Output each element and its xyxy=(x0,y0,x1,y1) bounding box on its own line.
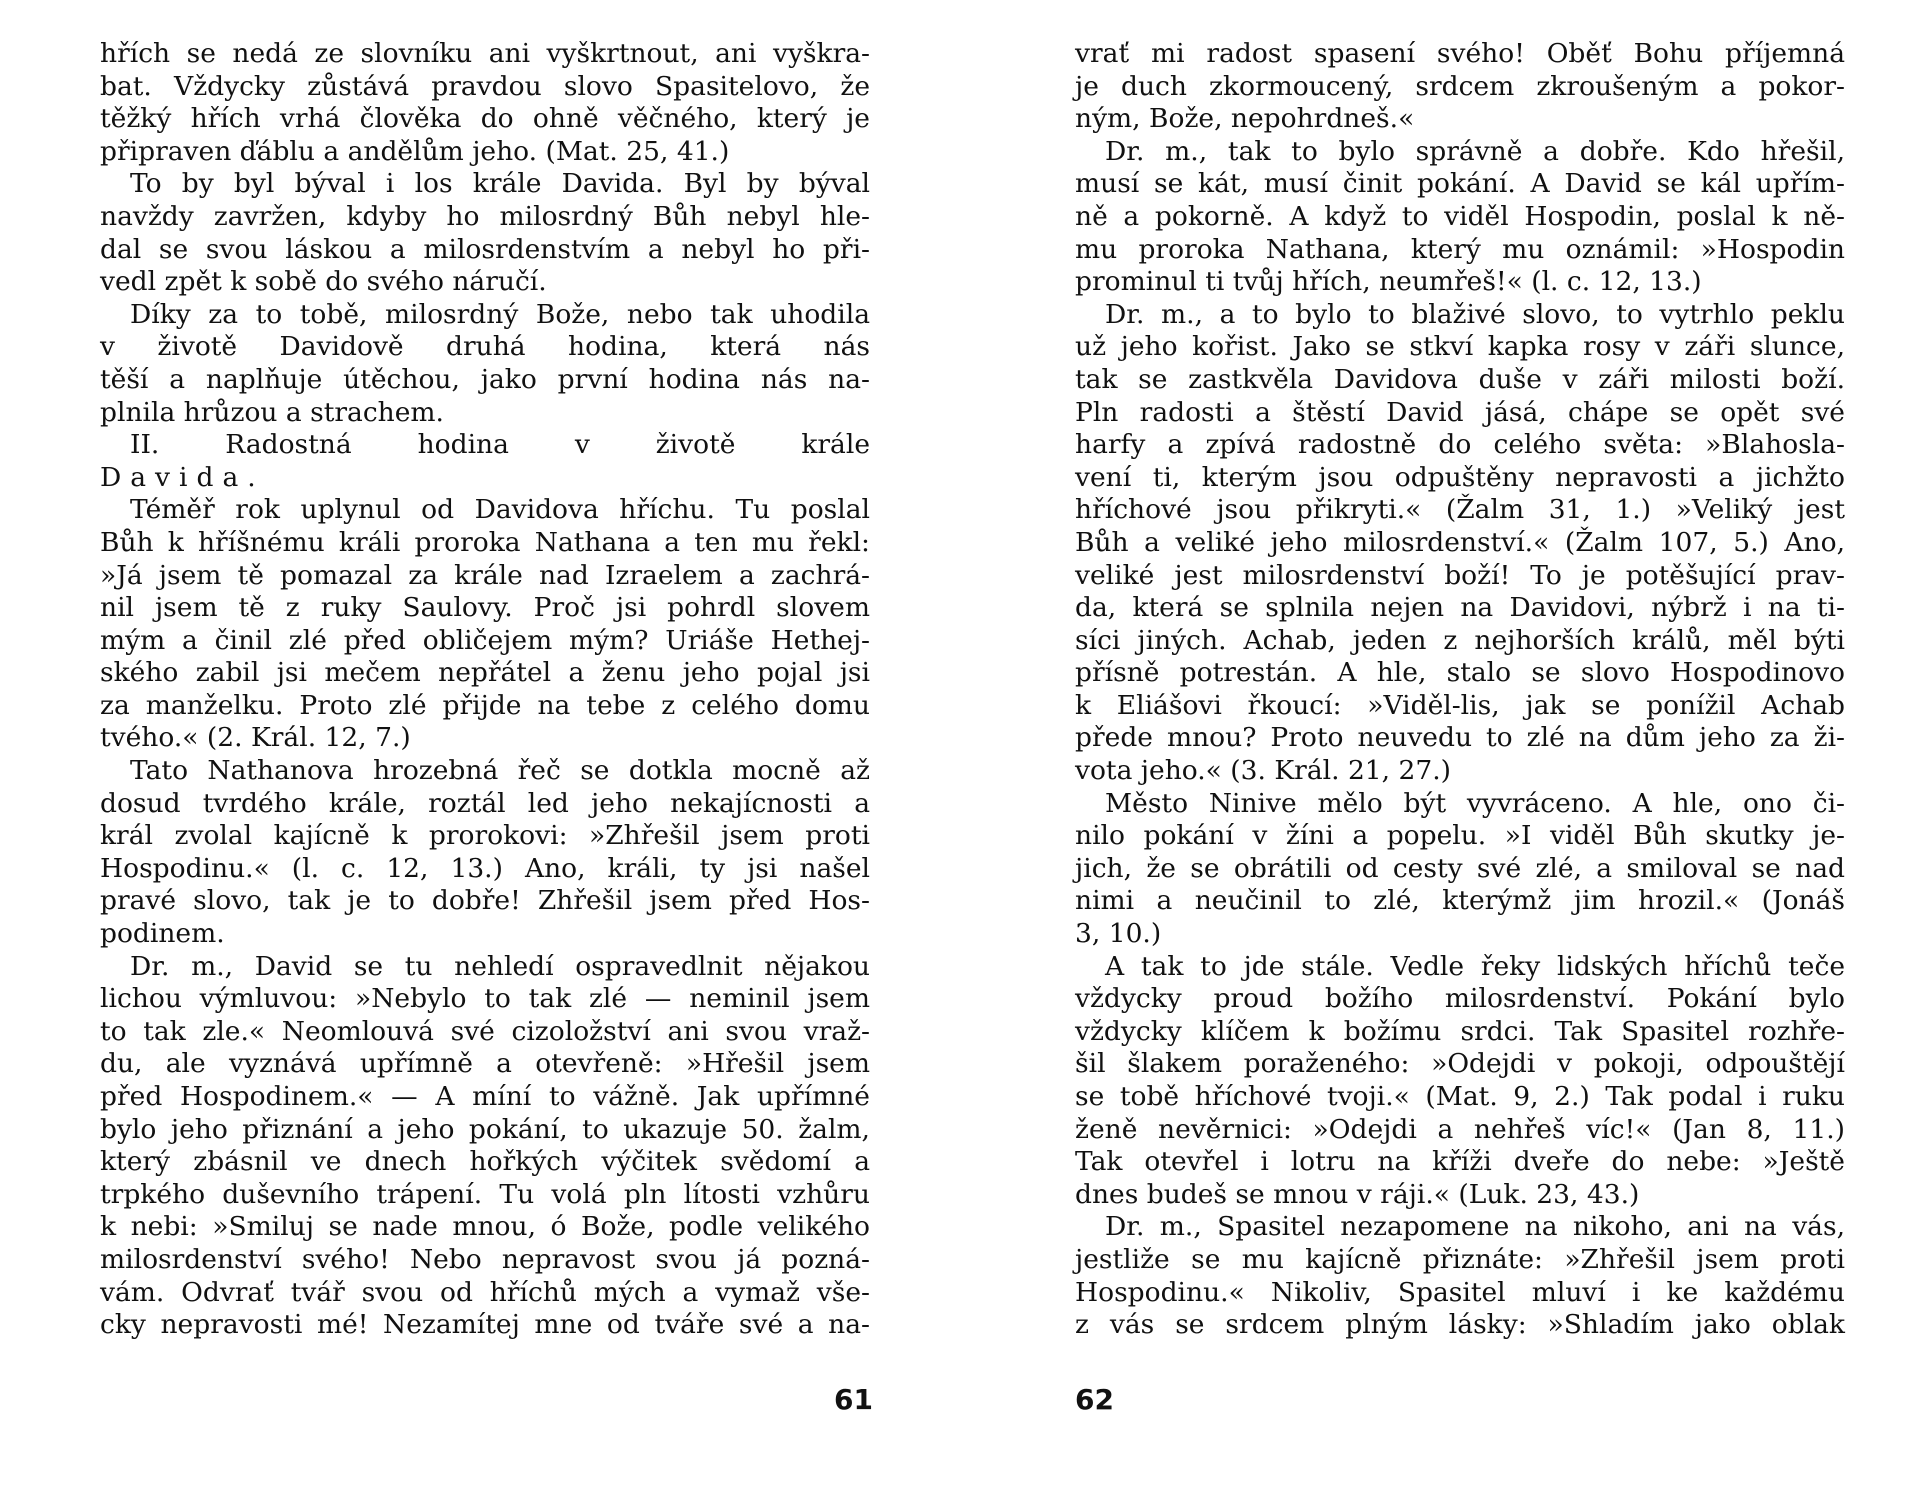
text-line: Dr. m., Spasitel nezapomene na nikoho, ani na vás, xyxy=(1105,1211,1845,1243)
text-line: nil jsem tě z ruky Saulovy. Proč jsi pohrdl slovem xyxy=(100,592,870,624)
text-line: vždycky proud božího milosrdenství. Pokání bylo xyxy=(1075,983,1845,1015)
text-line: před Hospodinem.« — A míní to vážně. Jak upřímné xyxy=(100,1081,870,1112)
right-page-text xyxy=(1075,38,1845,1342)
text-line: dnes budeš se mnou v ráji.« (Luk. 23, 43.) xyxy=(1075,1178,1640,1210)
text-line: pravé slovo, tak je to dobře! Zhřešil jsem před Hos- xyxy=(100,885,870,917)
text-line: cky nepravosti mé! Nezamítej mne od tváře své a na- xyxy=(100,1309,870,1341)
text-line: je duch zkormoucený, srdcem zkroušeným a pokor- xyxy=(1075,70,1845,102)
left-page-text xyxy=(100,38,870,1342)
text-line: to tak zle.« Neomlouvá své cizoložství ani svou vraž- xyxy=(100,1015,870,1047)
text-line: hříchové jsou přikryti.« (Žalm 31, 1.) »Veliký jest xyxy=(1075,494,1845,526)
text-line: za manželku. Proto zlé přijde na tebe z celého domu xyxy=(100,689,870,721)
text-line: musí se kát, musí činit pokání. A David se kál upřím- xyxy=(1075,168,1845,200)
text-line: podinem. xyxy=(100,918,225,950)
text-line: trpkého duševního trápení. Tu volá pln lítosti vzhůru xyxy=(100,1178,870,1210)
text-line: Město Ninive mělo být vyvráceno. A hle, ono či- xyxy=(1105,787,1845,819)
page-number: 62 xyxy=(1075,1383,1114,1416)
text-line: Díky za to tobě, milosrdný Bože, nebo tak uhodila xyxy=(130,298,870,330)
page-number: 61 xyxy=(834,1383,873,1416)
text-line: prominul ti tvůj hřích, neumřeš!« (l. c. 12, 13.) xyxy=(1075,266,1702,298)
text-line: mu proroka Nathana, který mu oznámil: »Hospodin xyxy=(1075,233,1845,265)
text-line: jestliže se mu kajícně přiznáte: »Zhřešil jsem proti xyxy=(1075,1243,1845,1275)
text-line: v životě Davidově druhá hodina, která nás xyxy=(100,331,870,363)
text-line: k Eliášovi řkoucí: »Viděl-lis, jak se ponížil Achab xyxy=(1075,689,1845,721)
section-heading: II. Radostná hodina v životě krále xyxy=(130,429,870,461)
text-line: lichou výmluvou: »Nebylo to tak zlé — neminil jsem xyxy=(100,983,870,1015)
text-line: Tato Nathanova hrozebná řeč se dotkla mocně až xyxy=(130,755,870,787)
text-line: Dr. m., a to bylo to blaživé slovo, to vytrhlo peklu xyxy=(1105,298,1845,330)
text-line: »Já jsem tě pomazal za krále nad Izraelem a zachrá- xyxy=(100,559,870,591)
text-line: z vás se srdcem plným lásky: »Shladím jako oblak xyxy=(1075,1309,1845,1341)
text-line: vám. Odvrať tvář svou od hříchů mých a vymaž vše- xyxy=(100,1276,870,1308)
text-line: da, která se splnila nejen na Davidovi, nýbrž i na ti- xyxy=(1075,592,1845,624)
text-line: tak se zastkvěla Davidova duše v záři milosti boží. xyxy=(1075,363,1845,395)
text-line: vrať mi radost spasení svého! Oběť Bohu příjemná xyxy=(1075,38,1845,69)
text-line: šil šlakem poraženého: »Odejdi v pokoji, odpouštějí xyxy=(1075,1048,1845,1080)
text-line: harfy a zpívá radostně do celého světa: »Blahosla- xyxy=(1075,429,1845,461)
text-line: du, ale vyznává upřímně a otevřeně: »Hřešil jsem xyxy=(100,1048,870,1080)
text-line: dal se svou láskou a milosrdenstvím a nebyl ho při- xyxy=(100,233,870,265)
text-line: veliké jest milosrdenství boží! To je potěšující prav- xyxy=(1075,559,1845,591)
text-line: Tak otevřel i lotru na kříži dveře do nebe: »Ještě xyxy=(1075,1146,1845,1178)
text-line: přede mnou? Proto neuvedu to zlé na dům jeho za ži- xyxy=(1075,722,1845,754)
text-line: Dr. m., tak to bylo správně a dobře. Kdo hřešil, xyxy=(1105,135,1845,167)
text-line: Bůh k hříšnému králi proroka Nathana a ten mu řekl: xyxy=(100,526,870,558)
text-line: ným, Bože, nepohrdneš.« xyxy=(1075,103,1415,135)
text-line: bylo jeho přiznání a jeho pokání, to ukazuje 50. žalm, xyxy=(100,1113,870,1145)
text-line: hřích se nedá ze slovníku ani vyškrtnout, ani vyškra- xyxy=(100,38,870,69)
text-line: vedl zpět k sobě do svého náručí. xyxy=(100,266,547,298)
text-line: plnila hrůzou a strachem. xyxy=(100,396,444,428)
text-line: nilo pokání v žíni a popelu. »I viděl Bůh skutky je- xyxy=(1075,820,1845,852)
text-line: jich, že se obrátili od cesty své zlé, a smiloval se nad xyxy=(1075,852,1845,884)
text-line: Bůh a veliké jeho milosrdenství.« (Žalm 107, 5.) Ano, xyxy=(1075,526,1845,558)
text-line: A tak to jde stále. Vedle řeky lidských hříchů teče xyxy=(1105,950,1845,982)
text-line: Dr. m., David se tu nehledí ospravedlnit nějakou xyxy=(130,950,870,982)
text-line: ského zabil jsi mečem nepřátel a ženu jeho pojal jsi xyxy=(100,657,870,689)
text-line: Téměř rok uplynul od Davidova hříchu. Tu poslal xyxy=(130,494,870,526)
text-line: vždycky klíčem k božímu srdci. Tak Spasitel rozhře- xyxy=(1075,1015,1845,1047)
text-line: ženě nevěrnici: »Odejdi a nehřeš víc!« (Jan 8, 11.) xyxy=(1075,1113,1845,1145)
text-line: vota jeho.« (3. Král. 21, 27.) xyxy=(1075,755,1451,787)
text-line: těší a naplňuje útěchou, jako první hodina nás na- xyxy=(100,363,870,395)
text-line: ně a pokorně. A když to viděl Hospodin, poslal k ně- xyxy=(1075,200,1845,232)
text-line: už jeho kořist. Jako se stkví kapka rosy v záři slunce, xyxy=(1075,331,1845,363)
text-line: král zvolal kajícně k prorokovi: »Zhřešil jsem proti xyxy=(100,820,870,852)
text-line: Hospodinu.« (l. c. 12, 13.) Ano, králi, ty jsi našel xyxy=(100,852,870,884)
text-line: milosrdenství svého! Nebo nepravost svou já pozná- xyxy=(100,1243,870,1275)
text-line: k nebi: »Smiluj se nade mnou, ó Bože, podle velikého xyxy=(100,1211,870,1243)
text-line: tvého.« (2. Král. 12, 7.) xyxy=(100,722,411,754)
text-line: se tobě hříchové tvoji.« (Mat. 9, 2.) Tak podal i ruku xyxy=(1075,1081,1845,1112)
text-line: přísně potrestán. A hle, stalo se slovo Hospodinovo xyxy=(1075,657,1845,689)
text-line: síci jiných. Achab, jeden z nejhorších králů, měl býti xyxy=(1075,624,1845,656)
text-line: těžký hřích vrhá člověka do ohně věčného, který je xyxy=(100,103,870,135)
text-line: 3, 10.) xyxy=(1075,918,1162,950)
text-line: který zbásnil ve dnech hořkých výčitek svědomí a xyxy=(100,1146,870,1178)
text-line: bat. Vždycky zůstává pravdou slovo Spasitelovo, že xyxy=(100,70,870,102)
text-line: dosud tvrdého krále, roztál led jeho nekajícnosti a xyxy=(100,787,870,819)
text-line: Pln radosti a štěstí David jásá, chápe se opět své xyxy=(1075,396,1845,428)
text-line: mým a činil zlé před obličejem mým? Uriáše Hethej- xyxy=(100,624,870,656)
text-line: připraven ďáblu a andělům jeho. (Mat. 25, 41.) xyxy=(100,135,730,167)
text-line: vení ti, kterým jsou odpuštěny nepravosti a jichžto xyxy=(1075,461,1845,493)
text-line: nimi a neučinil to zlé, kterýmž jim hrozil.« (Jonáš xyxy=(1075,885,1845,917)
left-page xyxy=(100,38,910,1418)
text-line: Hospodinu.« Nikoliv, Spasitel mluví i ke každému xyxy=(1075,1276,1845,1308)
text-line: navždy zavržen, kdyby ho milosrdný Bůh nebyl hle- xyxy=(100,200,870,232)
text-line: To by byl býval i los krále Davida. Byl by býval xyxy=(130,168,870,200)
right-page xyxy=(1070,38,1880,1418)
section-heading: Davida. xyxy=(100,461,265,493)
